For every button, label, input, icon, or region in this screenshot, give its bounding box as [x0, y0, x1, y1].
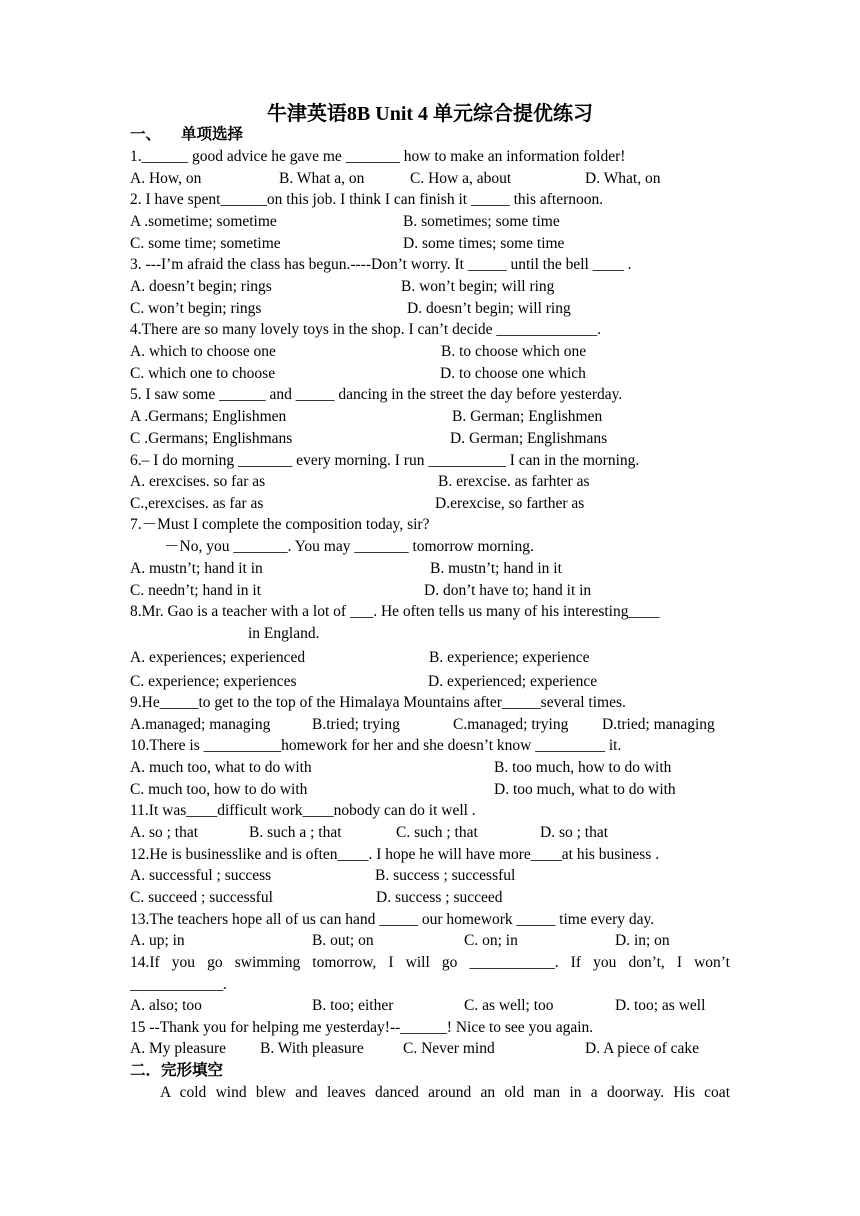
question-stem: 7.－Must I complete the composition today, sir? [130, 516, 430, 533]
option-b: B. mustn’t; hand in it [430, 560, 562, 577]
option-d: D. doesn’t begin; will ring [407, 300, 571, 317]
question-stem: 4.There are so many lovely toys in the shop. I can’t decide _____________. [130, 321, 602, 338]
section-label: 单项选择 [181, 126, 244, 143]
option-a: A. also; too [130, 997, 202, 1014]
option-b: B. What a, on [279, 170, 365, 187]
option-c: C. much too, how to do with [130, 781, 308, 798]
cloze-passage: A cold wind blew and leaves danced around an old man in a doorway. His coat [160, 1084, 730, 1101]
document-title: 牛津英语8B Unit 4 单元综合提优练习 [266, 103, 594, 125]
option-row [130, 779, 730, 800]
option-row [130, 930, 730, 951]
question-stem: 11.It was____difficult work____nobody can do it well . [130, 802, 476, 819]
option-c: C. experience; experiences [130, 673, 297, 690]
option-d: D. in; on [615, 932, 670, 949]
question-stem: 15 --Thank you for helping me yesterday!--______! Nice to see you again. [130, 1019, 594, 1036]
option-b: B. won’t begin; will ring [401, 278, 555, 295]
option-a: A .Germans; Englishmen [130, 408, 287, 425]
option-d: D. some times; some time [403, 235, 565, 252]
option-row [130, 822, 730, 843]
section-heading-2: 二．完形填空 [130, 1062, 224, 1079]
option-d: D. don’t have to; hand it in [424, 582, 592, 599]
option-c: C.,erexcises. as far as [130, 495, 264, 512]
option-row [130, 276, 730, 297]
option-row [130, 168, 730, 189]
option-b: B.tried; trying [312, 716, 400, 733]
option-d: D. experienced; experience [428, 673, 598, 690]
option-row [130, 671, 730, 692]
question-stem: 14.If you go swimming tomorrow, I will go ___________. If you don’t, I won’t [130, 954, 730, 971]
section-heading-1 [130, 124, 243, 145]
option-a: A. which to choose one [130, 343, 276, 360]
option-b: B. out; on [312, 932, 374, 949]
option-c: C. won’t begin; rings [130, 300, 262, 317]
option-b: B. such a ; that [249, 824, 342, 841]
question-stem: 5. I saw some ______ and _____ dancing in the street the day before yesterday. [130, 386, 623, 403]
option-a: A. so ; that [130, 824, 199, 841]
option-row [130, 233, 730, 254]
option-row [130, 428, 730, 449]
option-row [130, 580, 730, 601]
option-d: D. so ; that [540, 824, 609, 841]
option-b: B. German; Englishmen [452, 408, 603, 425]
option-d: D. too much, what to do with [494, 781, 676, 798]
option-b: B. With pleasure [260, 1040, 364, 1057]
question-stem-continued: in England. [248, 625, 320, 642]
option-a: A. experiences; experienced [130, 649, 306, 666]
option-c: C. some time; sometime [130, 235, 281, 252]
option-a: A. mustn’t; hand it in [130, 560, 263, 577]
question-stem: 10.There is __________homework for her and she doesn’t know _________ it. [130, 737, 622, 754]
option-d: D. German; Englishmans [450, 430, 608, 447]
question-stem: 6.– I do morning _______ every morning. I run __________ I can in the morning. [130, 452, 640, 469]
option-row [130, 714, 730, 735]
option-a: A. My pleasure [130, 1040, 226, 1057]
option-c: C. on; in [464, 932, 518, 949]
option-row [130, 471, 730, 492]
option-b: B. to choose which one [441, 343, 587, 360]
option-b: B. experience; experience [429, 649, 590, 666]
option-b: B. sometimes; some time [403, 213, 560, 230]
option-d: D. A piece of cake [585, 1040, 700, 1057]
option-row [130, 341, 730, 362]
question-stem: 2. I have spent______on this job. I think I can finish it _____ this afternoon. [130, 191, 604, 208]
option-a: A. How, on [130, 170, 202, 187]
section-number: 一、 [130, 126, 162, 143]
option-b: B. erexcise. as farhter as [438, 473, 590, 490]
option-row [130, 647, 730, 668]
question-stem: 12.He is businesslike and is often____. I hope he will have more____at his business . [130, 846, 660, 863]
option-c: C. Never mind [403, 1040, 495, 1057]
question-stem-continued: －No, you _______. You may _______ tomorrow morning. [164, 538, 534, 555]
option-b: B. too; either [312, 997, 394, 1014]
option-row [130, 298, 730, 319]
option-a: A. successful ; success [130, 867, 272, 884]
option-row [130, 995, 730, 1016]
option-c: C. How a, about [410, 170, 512, 187]
option-d: D.tried; managing [602, 716, 715, 733]
option-c: C. such ; that [396, 824, 478, 841]
option-c: C.managed; trying [453, 716, 569, 733]
option-c: C .Germans; Englishmans [130, 430, 293, 447]
option-c: C. needn’t; hand in it [130, 582, 262, 599]
option-d: D. What, on [585, 170, 661, 187]
option-a: A .sometime; sometime [130, 213, 277, 230]
option-d: D. to choose one which [440, 365, 586, 382]
option-c: C. as well; too [464, 997, 554, 1014]
question-stem: 9.He_____to get to the top of the Himalaya Mountains after_____several times. [130, 694, 626, 711]
option-c: C. succeed ; successful [130, 889, 273, 906]
option-row [130, 406, 730, 427]
option-d: D.erexcise, so farther as [435, 495, 585, 512]
option-d: D. success ; succeed [376, 889, 503, 906]
option-row [130, 865, 730, 886]
option-row [130, 558, 730, 579]
option-b: B. success ; successful [375, 867, 516, 884]
option-a: A. much too, what to do with [130, 759, 312, 776]
option-b: B. too much, how to do with [494, 759, 672, 776]
option-row [130, 887, 730, 908]
option-row [130, 493, 730, 514]
question-stem: 8.Mr. Gao is a teacher with a lot of ___. He often tells us many of his interesting____ [130, 603, 660, 620]
option-a: A.managed; managing [130, 716, 271, 733]
option-row [130, 757, 730, 778]
option-d: D. too; as well [615, 997, 706, 1014]
question-stem-continued: ____________. [130, 976, 227, 993]
question-stem: 1.______ good advice he gave me _______ how to make an information folder! [130, 148, 626, 165]
option-a: A. doesn’t begin; rings [130, 278, 272, 295]
option-a: A. erexcises. so far as [130, 473, 266, 490]
question-stem: 3. ---I’m afraid the class has begun.----Don’t worry. It _____ until the bell ____ . [130, 256, 632, 273]
option-row [130, 1038, 730, 1059]
option-c: C. which one to choose [130, 365, 276, 382]
option-row [130, 363, 730, 384]
question-stem: 13.The teachers hope all of us can hand _____ our homework _____ time every day. [130, 911, 655, 928]
option-a: A. up; in [130, 932, 185, 949]
option-row [130, 211, 730, 232]
